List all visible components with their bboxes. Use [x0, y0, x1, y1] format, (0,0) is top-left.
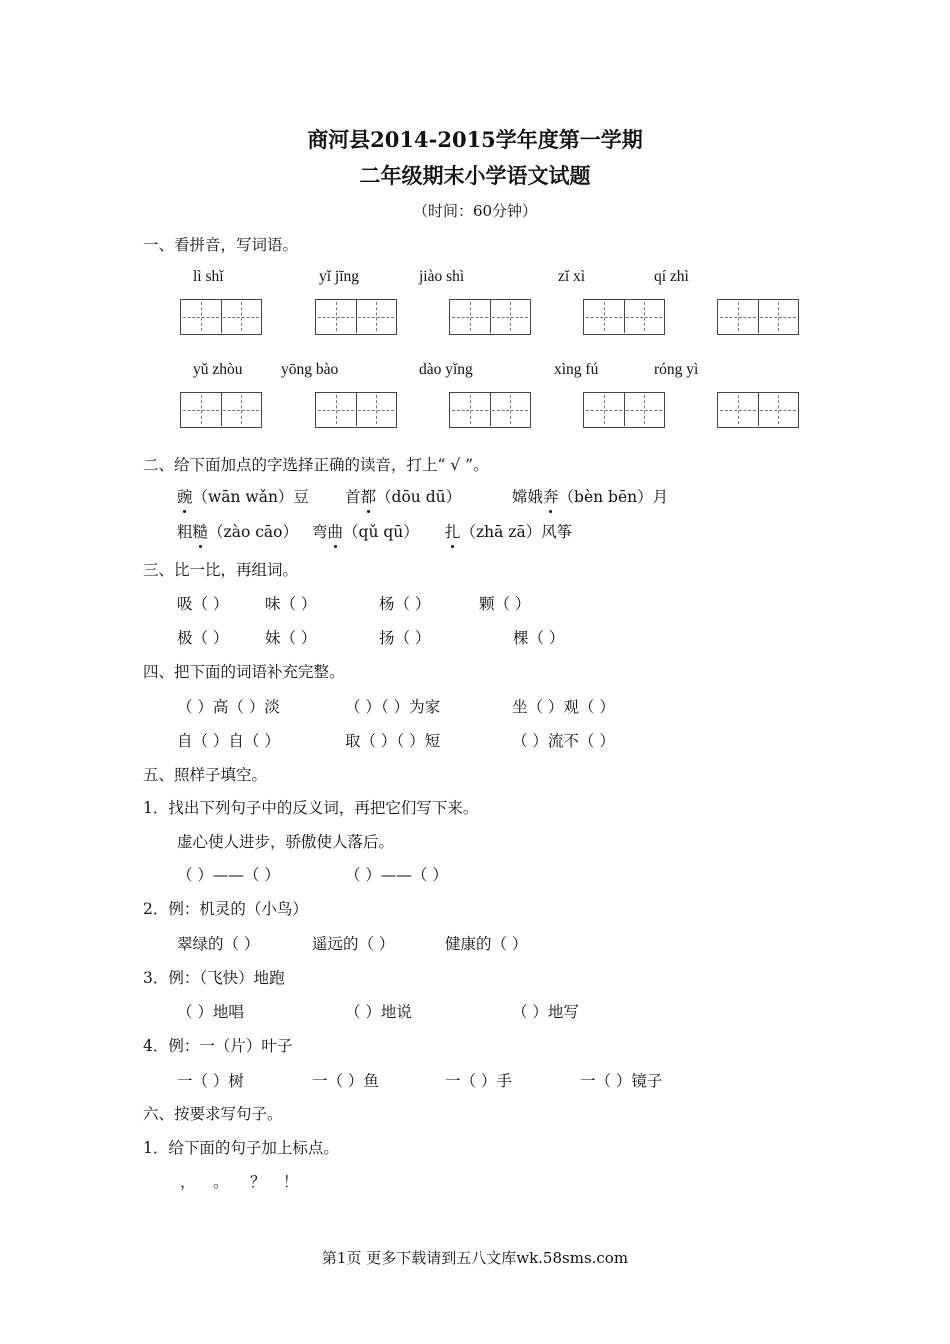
punctuation-mark: ， [180, 1173, 196, 1191]
pinyin: xìng fú [554, 361, 599, 378]
fill-blank[interactable]: 遥远的（ ） [312, 935, 395, 953]
q5-sub4: 4．例：一（片）叶子 [143, 1037, 293, 1055]
word-blank[interactable]: 棵（ ） [513, 629, 565, 647]
choice-options: （dōu dū） [376, 488, 462, 506]
word-part: 首 [345, 488, 361, 506]
fill-blank[interactable]: （ ）地写 [512, 1003, 579, 1021]
idiom-blank[interactable]: 取（ ）（ ）短 [345, 732, 441, 750]
fill-blank[interactable]: 一（ ）手 [445, 1072, 512, 1090]
q5-heading: 五、照样子填空。 [143, 766, 268, 784]
word-part: 弯 [312, 523, 328, 541]
fill-blank[interactable]: 一（ ）镜子 [580, 1072, 663, 1090]
fill-blank[interactable]: 健康的（ ） [445, 935, 528, 953]
idiom-blank[interactable]: （ ）流不（ ） [512, 732, 615, 750]
writing-grid[interactable] [449, 392, 531, 428]
choice-options: （wān wǎn）豆 [192, 488, 309, 506]
choice-options: （zào cāo） [208, 523, 298, 541]
antonym-blank[interactable]: （ ）——（ ） [177, 866, 280, 884]
idiom-blank[interactable]: 坐（ ）观（ ） [512, 698, 615, 716]
reading-choice[interactable] [177, 485, 309, 507]
choice-options: （zhā zā）风筝 [460, 523, 573, 541]
q3-heading: 三、比一比，再组词。 [143, 561, 299, 579]
dotted-char: 都 [361, 485, 377, 507]
reading-choice[interactable] [512, 485, 668, 507]
writing-grid[interactable] [717, 299, 799, 335]
dotted-char: 曲 [328, 520, 344, 542]
word-blank[interactable]: 杨（ ） [379, 595, 431, 613]
q1-heading: 一、看拼音，写词语。 [143, 236, 299, 254]
reading-choice[interactable] [445, 520, 572, 542]
writing-grid[interactable] [583, 299, 665, 335]
choice-options: （qǔ qū） [343, 523, 419, 541]
writing-grid[interactable] [717, 392, 799, 428]
word-blank[interactable]: 味（ ） [265, 595, 317, 613]
pinyin: róng yì [654, 361, 699, 378]
page-footer: 第1页 更多下载请到五八文库wk.58sms.com [321, 1249, 629, 1267]
punctuation-mark: ？ [250, 1173, 266, 1191]
writing-grid[interactable] [315, 392, 397, 428]
dotted-char: 扎 [445, 520, 461, 542]
writing-grid[interactable] [180, 392, 262, 428]
q4-heading: 四、把下面的词语补充完整。 [143, 663, 345, 681]
q6-sub1: 1．给下面的句子加上标点。 [143, 1139, 339, 1157]
pinyin: qí zhì [654, 268, 689, 285]
word-part: 粗 [177, 523, 193, 541]
writing-grid[interactable] [315, 299, 397, 335]
punctuation-mark: ！ [283, 1173, 299, 1191]
fill-blank[interactable]: 一（ ）鱼 [312, 1072, 379, 1090]
antonym-blank[interactable]: （ ）——（ ） [345, 866, 448, 884]
choice-options: （bèn bēn）月 [558, 488, 669, 506]
pinyin: dào yǐng [419, 361, 473, 378]
fill-blank[interactable]: 一（ ）树 [177, 1072, 244, 1090]
q5-sub1: 1．找出下列句子中的反义词，再把它们写下来。 [143, 799, 479, 817]
q5-sub3: 3．例：（飞快）地跑 [143, 969, 285, 987]
fill-blank[interactable]: 翠绿的（ ） [177, 935, 260, 953]
reading-choice[interactable] [177, 520, 298, 542]
idiom-blank[interactable]: 自（ ）自（ ） [177, 732, 280, 750]
writing-grid[interactable] [449, 299, 531, 335]
exam-title: 商河县2014-2015学年度第一学期 [307, 127, 643, 152]
word-blank[interactable]: 颗（ ） [479, 595, 531, 613]
q6-heading: 六、按要求写句子。 [143, 1105, 283, 1123]
idiom-blank[interactable]: （ ）（ ）为家 [345, 698, 441, 716]
fill-blank[interactable]: （ ）地说 [345, 1003, 412, 1021]
q2-heading: 二、给下面加点的字选择正确的读音，打上“ √ ”。 [143, 456, 489, 474]
dotted-char: 奔 [543, 485, 559, 507]
writing-grid[interactable] [180, 299, 262, 335]
reading-choice[interactable] [312, 520, 419, 542]
exam-time: （时间：60分钟） [412, 202, 538, 220]
word-blank[interactable]: 吸（ ） [177, 595, 229, 613]
reading-choice[interactable] [345, 485, 461, 507]
word-blank[interactable]: 极（ ） [177, 629, 229, 647]
dotted-char: 糙 [193, 520, 209, 542]
pinyin: yōng bào [281, 361, 339, 378]
exam-subtitle: 二年级期末小学语文试题 [359, 163, 591, 188]
pinyin: yǐ jīng [319, 268, 360, 285]
pinyin: lì shǐ [193, 268, 224, 285]
dotted-char: 豌 [177, 485, 193, 507]
word-part: 嫦娥 [512, 488, 544, 506]
word-blank[interactable]: 扬（ ） [379, 629, 431, 647]
q5-sentence: 虚心使人进步，骄傲使人落后。 [177, 833, 395, 851]
word-blank[interactable]: 妹（ ） [265, 629, 317, 647]
pinyin: yǔ zhòu [193, 361, 243, 378]
fill-blank[interactable]: （ ）地唱 [177, 1003, 244, 1021]
idiom-blank[interactable]: （ ）高（ ）淡 [177, 698, 280, 716]
pinyin: zǐ xì [558, 268, 586, 285]
pinyin: jiào shì [419, 268, 465, 285]
writing-grid[interactable] [583, 392, 665, 428]
punctuation-mark: 。 [213, 1173, 229, 1191]
q5-sub2: 2．例：机灵的（小鸟） [143, 900, 308, 918]
